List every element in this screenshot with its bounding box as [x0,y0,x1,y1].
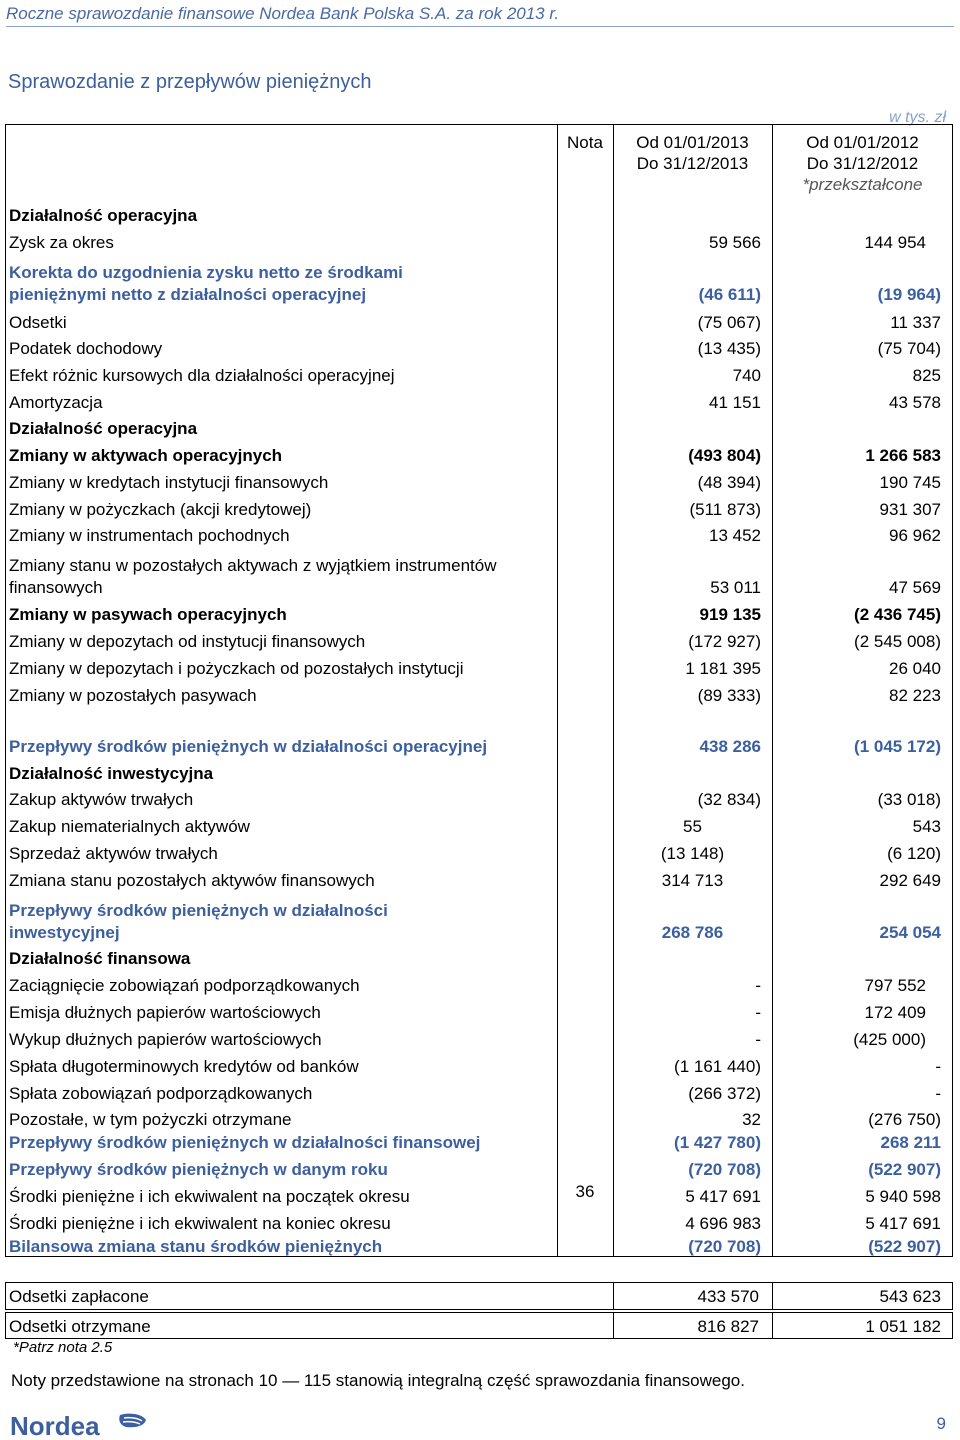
value-2012: (425 000) [853,1030,926,1049]
row-label: Zmiany w pasywach operacyjnych [9,605,287,624]
column-header-nota: Nota [567,133,603,152]
row-label: Środki pieniężne i ich ekwiwalent na koniec okresu [9,1214,391,1233]
value-2013: (720 708) [688,1160,761,1179]
column-header-2012 [772,132,953,195]
nota-reference: 36 [575,1182,595,1201]
row-label: Zmiany w kredytach instytucji finansowych [9,473,329,492]
value-2013: 53 011 [710,578,761,597]
row-label: Odsetki zapłacone [9,1287,149,1306]
value-2013: 314 713 [661,871,724,890]
value-2013: - [755,1030,761,1049]
row-label: Korekta do uzgodnienia zysku netto ze środkami [9,263,403,282]
value-2012: 5 940 598 [865,1187,941,1206]
value-2013: 438 286 [699,737,761,756]
value-2012: 172 409 [864,1003,926,1022]
notes-statement: Noty przedstawione na stronach 10 — 115 stanowią integralną część sprawozdania finansowego. [11,1371,745,1390]
row-label: Działalność operacyjna [9,206,198,225]
row-label: Bilansowa zmiana stanu środków pieniężnych [9,1237,383,1256]
value-2013: (75 067) [697,313,761,332]
value-2012: 96 962 [889,526,941,545]
value-2013: (46 611) [698,285,761,304]
row-label: Spłata długoterminowych kredytów od banków [9,1057,359,1076]
value-2012: 11 337 [890,313,941,332]
row-label: Zmiany stanu w pozostałych aktywach z wyjątkiem instrumentów [9,556,497,575]
value-2013: 816 827 [697,1317,759,1336]
value-2012: - [935,1057,941,1076]
value-2013: (32 834) [697,790,761,809]
value-2013: (511 873) [689,500,761,519]
value-2013: 55 [683,817,702,836]
row-label: Pozostałe, w tym pożyczki otrzymane [9,1110,292,1129]
page-number: 9 [936,1414,946,1433]
row-label: Przepływy środków pieniężnych w działalności finansowej [9,1133,481,1152]
row-label: Odsetki [9,313,67,332]
running-header: Roczne sprawozdanie finansowe Nordea Bank Polska S.A. za rok 2013 r. [6,3,954,27]
value-2013: 32 [742,1110,761,1129]
column-header-2013-from: Od 01/01/2013 [636,133,749,152]
row-label: Podatek dochodowy [9,339,163,358]
row-label: Sprzedaż aktywów trwałych [9,844,218,863]
value-2012: (522 907) [868,1237,941,1256]
row-label: Amortyzacja [9,393,103,412]
value-2013: 59 566 [709,233,761,252]
value-2012: 144 954 [864,233,926,252]
value-2012: 543 [912,817,941,836]
unit-note: w tys. zł [889,109,946,126]
value-2012: - [935,1084,941,1103]
value-2012: 797 552 [864,976,926,995]
value-2012: 47 569 [889,578,941,597]
column-header-2012-note: *przekształcone [802,175,923,194]
value-2013: (720 708) [688,1237,761,1256]
row-label: Spłata zobowiązań podporządkowanych [9,1084,313,1103]
row-label: Wykup dłużnych papierów wartościowych [9,1030,322,1049]
value-2013: (172 927) [688,632,761,651]
row-label: Środki pieniężne i ich ekwiwalent na początek okresu [9,1187,410,1206]
value-2012: 82 223 [889,686,941,705]
value-2013: (1 427 780) [674,1133,761,1152]
column-header-2012-to: Do 31/12/2012 [806,154,919,173]
column-header-2012-from: Od 01/01/2012 [806,133,919,152]
row-label: Emisja dłużnych papierów wartościowych [9,1003,321,1022]
row-label: Zmiany w depozytach od instytucji finansowych [9,632,366,651]
value-2013: - [755,1003,761,1022]
row-label: Zakup niematerialnych aktywów [9,817,250,836]
value-2012: 43 578 [889,393,941,412]
value-2013: 4 696 983 [685,1214,761,1233]
value-2012: (33 018) [877,790,941,809]
value-2012: (2 545 008) [854,632,941,651]
row-label: Zmiany w pożyczkach (akcji kredytowej) [9,500,312,519]
value-2013: (493 804) [688,446,761,465]
value-2012: (19 964) [877,285,941,304]
value-2013: 5 417 691 [685,1187,761,1206]
value-2013: (266 372) [688,1084,761,1103]
column-divider [613,124,614,1257]
nordea-logo-text: Nordea [10,1412,100,1440]
row-label: Efekt różnic kursowych dla działalności operacyjnej [9,366,395,385]
value-2012: (1 045 172) [854,737,941,756]
value-2013: 268 786 [661,923,724,942]
column-divider [772,124,773,1257]
value-2013: - [755,976,761,995]
row-label: Zysk za okres [9,233,114,252]
nordea-logo-mark [119,1414,146,1428]
column-header-2013 [613,132,772,174]
row-label: Działalność finansowa [9,949,191,968]
row-label: Przepływy środków pieniężnych w działalności [9,901,388,920]
value-2013: 919 135 [699,605,761,624]
value-2012: (6 120) [887,844,941,863]
column-divider [557,124,558,1257]
value-2012: (2 436 745) [854,605,941,624]
value-2012: 1 051 182 [865,1317,941,1336]
value-2012: 254 054 [879,923,941,942]
row-label: Zmiana stanu pozostałych aktywów finansowych [9,871,375,890]
row-label: Odsetki otrzymane [9,1317,151,1336]
value-2012: 292 649 [879,871,941,890]
value-2012: 1 266 583 [865,446,941,465]
value-2013: 740 [732,366,761,385]
footnote: *Patrz nota 2.5 [13,1339,113,1356]
row-label: Zmiany w aktywach operacyjnych [9,446,283,465]
page-title: Sprawozdanie z przepływów pieniężnych [8,71,372,93]
value-2012: 190 745 [879,473,941,492]
value-2013: (13 435) [697,339,761,358]
value-2012: (276 750) [868,1110,941,1129]
row-label: Zmiany w instrumentach pochodnych [9,526,290,545]
value-2013: (1 161 440) [674,1057,761,1076]
value-2012: 825 [912,366,941,385]
row-label: Zmiany w pozostałych pasywach [9,686,257,705]
value-2012: 268 211 [880,1133,941,1152]
value-2012: 5 417 691 [865,1214,941,1233]
row-label: finansowych [9,578,103,597]
value-2012: (522 907) [868,1160,941,1179]
column-divider [772,1312,773,1339]
row-label: Zaciągnięcie zobowiązań podporządkowanych [9,976,360,995]
value-2013: 41 151 [709,393,761,412]
column-divider [772,1282,773,1310]
row-label: pieniężnymi netto z działalności operacyjnej [9,285,367,304]
row-label: Przepływy środków pieniężnych w danym roku [9,1160,388,1179]
value-2013: 433 570 [697,1287,759,1306]
column-header-2013-to: Do 31/12/2013 [636,154,749,173]
row-label: Działalność operacyjna [9,419,198,438]
row-label: Zakup aktywów trwałych [9,790,194,809]
value-2013: 1 181 395 [685,659,761,678]
value-2013: (13 148) [660,844,725,863]
value-2012: 543 623 [879,1287,941,1306]
row-label: Przepływy środków pieniężnych w działalności operacyjnej [9,737,488,756]
value-2013: (48 394) [697,473,761,492]
value-2013: 13 452 [709,526,761,545]
nordea-logo [8,1412,148,1440]
value-2013: (89 333) [697,686,761,705]
row-label: Zmiany w depozytach i pożyczkach od pozostałych instytucji [9,659,464,678]
value-2012: (75 704) [877,339,941,358]
value-2012: 931 307 [879,500,941,519]
row-label: Działalność inwestycyjna [9,764,214,783]
value-2012: 26 040 [889,659,941,678]
row-label: inwestycyjnej [9,923,120,942]
